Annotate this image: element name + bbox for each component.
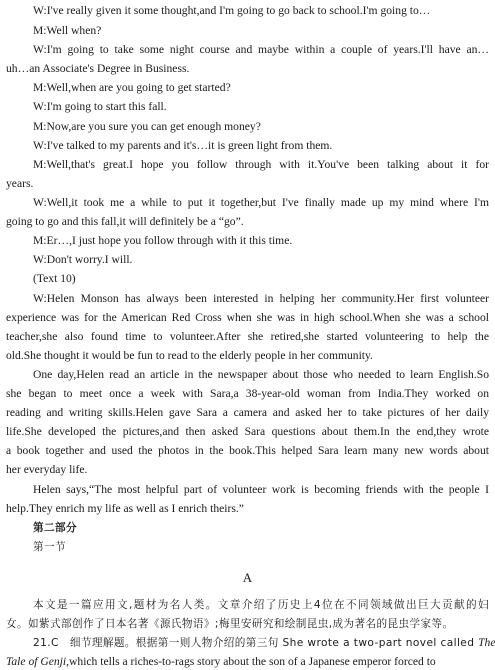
passage-line: life.She developed the pictures,and then asked Sara questions about them.In the end,they wrote: [6, 425, 489, 438]
answer-explanation-line: [33, 636, 495, 650]
dialogue-line: W:I've talked to my parents and it's…it is green light from them.: [33, 139, 333, 152]
dialogue-line: M:Well when?: [33, 24, 102, 37]
passage-line: experience was for the American Red Cross when she was in high school.When she was a school: [6, 311, 489, 324]
passage-line: W:Helen Monson has always been interested in helping her community.Her first volunteer: [33, 292, 489, 305]
passage-line: she began to meet once a week with Sara,a 38-year-old woman from India.They worked on: [6, 387, 489, 400]
section-heading: 第二部分: [33, 522, 77, 534]
answer-explanation-line: [6, 655, 489, 669]
book-title-fragment: Tale of Genji: [6, 655, 67, 668]
answer-explanation-text: 21.C 细节理解题。根据第一则人物介绍的第三句 She wrote a two-part novel called: [33, 637, 479, 649]
passage-line: a book together and used the photos in the book.This helped Sara learn many new words about: [6, 444, 489, 457]
passage-line: Helen says,“The most helpful part of volunteer work is becoming friends with the people I: [33, 483, 489, 496]
book-title-fragment: The: [478, 636, 495, 649]
dialogue-line: W:Well,it took me a while to put it together,but I've finally made up my mind where I'm: [33, 196, 489, 209]
dialogue-line: W:I'm going to start this fall.: [33, 100, 167, 113]
dialogue-line: W:Don't worry.I will.: [33, 253, 133, 266]
passage-letter-heading: A: [242, 570, 253, 585]
dialogue-line: W:I'm going to take some night course and maybe within a couple of years.I'll have an…: [33, 43, 489, 56]
passage-line: her everyday life.: [6, 463, 88, 476]
dialogue-line: M:Now,are you sure you can get enough money?: [33, 120, 261, 133]
dialogue-line: M:Well,when are you going to get started?: [33, 81, 231, 94]
dialogue-line: uh…an Associate's Degree in Business.: [6, 62, 190, 75]
passage-line: help.They enrich my life as well as I enrich theirs.”: [6, 502, 244, 515]
dialogue-line: M:Well,that's great.I hope you follow through with it.You've been talking about it for: [33, 158, 489, 171]
dialogue-line: years.: [6, 177, 34, 190]
passage-line: reading and writing skills.Helen gave Sara a camera and asked her to take pictures of her daily: [6, 406, 489, 419]
dialogue-line: M:Er…,I just hope you follow through with it this time.: [33, 234, 293, 247]
text-label: (Text 10): [33, 272, 76, 285]
passage-line: old.She thought it would be fun to read to the elderly people in her community.: [6, 349, 373, 362]
dialogue-line: W:I've really given it some thought,and I'm going to go back to school.I'm going to…: [33, 4, 431, 17]
passage-line: One day,Helen read an article in the newspaper about those who needed to learn English.So: [33, 368, 489, 381]
answer-explanation-text: ,which tells a riches-to-rags story about the son of a Japanese emperor forced to: [66, 655, 436, 668]
subsection-heading: 第一节: [33, 541, 66, 553]
explanation-line: 本文是一篇应用文,题材为名人类。文章介绍了历史上4位在不同领域做出巨大贡献的妇: [33, 599, 489, 611]
passage-line: teacher,she also found time to volunteer.After she retired,she started volunteering to help the: [6, 330, 489, 343]
dialogue-line: going to go and this fall,it will definitely be a “go”.: [6, 215, 244, 228]
explanation-line: 女。如紫式部创作了日本名著《源氏物语》;梅里安研究和绘制昆虫,成为著名的昆虫学家等。: [6, 618, 454, 630]
